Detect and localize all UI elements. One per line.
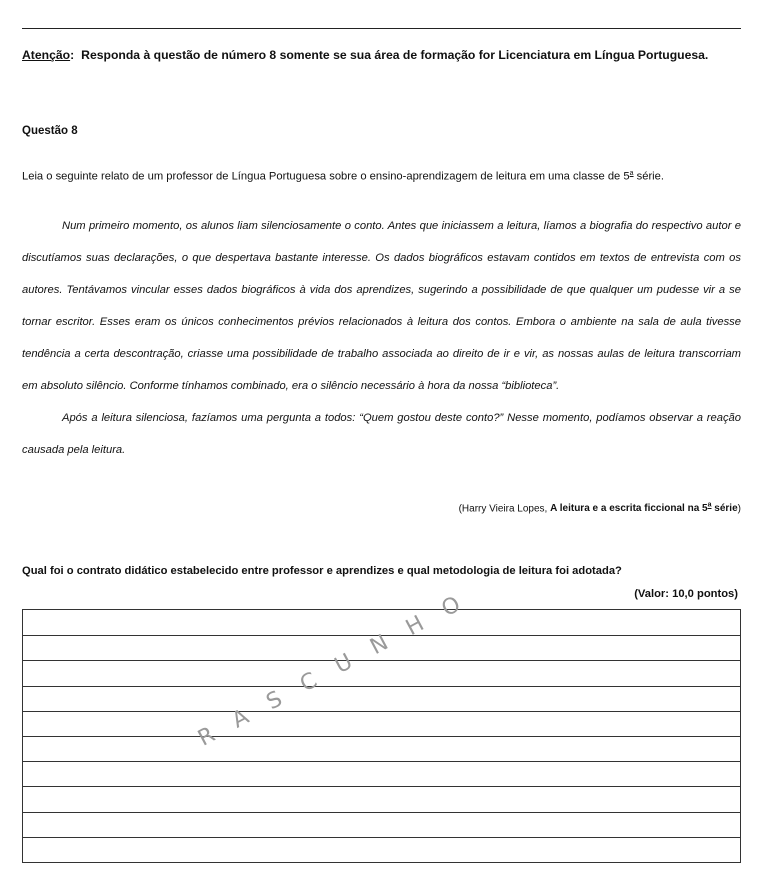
citation-title-end: série [711,503,738,515]
answer-line [23,686,740,687]
passage-paragraph: Num primeiro momento, os alunos liam silenciosamente o conto. Antes que iniciassem a leitura, líamos a biografia do respectivo autor e discutíamos suas declarações, o que despertava bastante interesse. Os dados biográficos estavam contidos em textos de entrevista com os autores. Tentávamos vincular esses dados biográficos à vida dos aprendizes, sugerindo a possibilidade de que qualquer um pudesse vir a se tornar escritor. Esses eram os únicos conhecimentos prévios relacionados à leitura dos contos. Embora o ambiente na sala de aula tivesse tendência a certa descontração, criasse uma possibilidade de trabalho associada ao direito de ir e vir, as nossas aulas de leitura transcorriam em absoluto silêncio. Conforme tínhamos combinado, era o silêncio necessário à hora da nossa “biblioteca”. [22,220,741,392]
passage-citation [459,502,741,514]
question-prompt: Qual foi o contrato didático estabelecido entre professor e aprendizes e qual metodologia de leitura foi adotada? [22,565,622,577]
draft-watermark: RASCUNHO [194,580,486,752]
answer-line [23,812,740,813]
attention-text: Responda à questão de número 8 somente se sua área de formação for Licenciatura em Língua Portuguesa. [81,48,709,62]
top-divider [22,28,741,29]
attention-label: Atenção [22,48,71,62]
attention-note [22,47,741,63]
citation-author: (Harry Vieira Lopes, [458,503,551,515]
answer-line [23,761,740,762]
question-intro [22,170,741,183]
citation-close: ) [737,503,741,515]
question-title: Questão 8 [22,125,78,137]
intro-superscript: a [629,170,634,177]
citation-title: A leitura e a escrita ficcional na 5 [550,503,708,515]
answer-line [23,711,740,712]
passage-paragraph: Após a leitura silenciosa, fazíamos uma pergunta a todos: “Quem gostou deste conto?” Nesse momento, podíamos observar a reação causada pela leitura. [22,412,741,456]
answer-line [23,837,740,838]
intro-text-end: série. [633,170,664,183]
answer-line [23,786,740,787]
reading-passage [22,210,741,466]
attention-colon: : [70,48,75,62]
question-points: (Valor: 10,0 pontos) [634,588,738,600]
answer-line [23,660,740,661]
citation-superscript: a [707,502,712,509]
answer-line [23,736,740,737]
intro-text: Leia o seguinte relato de um professor de Língua Portuguesa sobre o ensino-aprendizagem de leitura em uma classe de 5 [22,170,630,183]
